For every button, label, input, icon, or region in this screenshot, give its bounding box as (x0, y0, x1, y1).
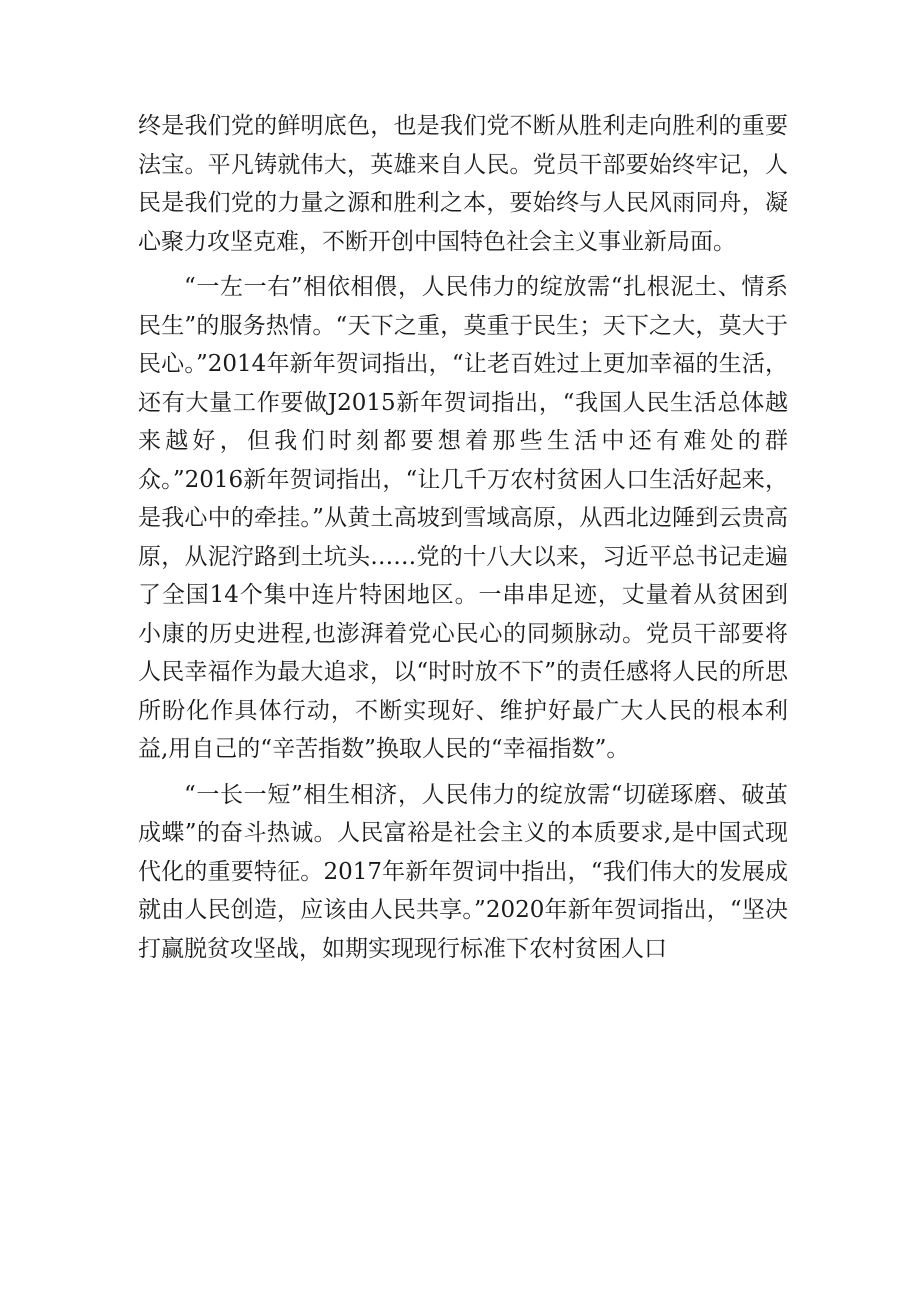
paragraph-long-short: “一长一短”相生相济，人民伟力的绽放需“切磋琢磨、破茧成蝶”的奋斗热诚。人民富裕是社会主义的本质要求,是中国式现代化的重要特征。2017年新年贺词中指出，“我们伟大的发展成就由人民创造，应该由人民共享。”2020年新年贺词指出，“坚决打赢脱贫攻坚战，如期实现现行标准下农村贫困人口 (138, 781, 788, 962)
paragraph-continuation: 终是我们党的鲜明底色，也是我们党不断从胜利走向胜利的重要法宝。平凡铸就伟大，英雄来自人民。党员干部要始终牢记，人民是我们党的力量之源和胜利之本，要始终与人民风雨同舟，凝心聚力攻坚克难，不断开创中国特色社会主义事业新局面。 (138, 113, 788, 255)
paragraph-left-right: “一左一右”相依相偎，人民伟力的绽放需“扎根泥土、情系民生”的服务热情。“天下之重，莫重于民生；天下之大，莫大于民心。”2014年新年贺词指出，“让老百姓过上更加幸福的生活，还有大量工作要做J2015新年贺词指出，“我国人民生活总体越来越好，但我们时刻都要想着那些生活中还有难处的群众。”2016新年贺词指出，“让几千万农村贫困人口生活好起来，是我心中的牵挂。”从黄土高坡到雪域高原，从西北边陲到云贵高原，从泥泞路到土坑头……党的十八大以来，习近平总书记走遍了全国14个集中连片特困地区。一串串足迹，丈量着从贫困到小康的历史进程,也澎湃着党心民心的同频脉动。党员干部要将人民幸福作为最大追求，以“时时放不下”的责任感将人民的所思所盼化作具体行动，不断实现好、维护好最广大人民的根本利益,用自己的“辛苦指数”换取人民的“幸福指数”。 (138, 274, 788, 762)
body-text (138, 107, 788, 968)
